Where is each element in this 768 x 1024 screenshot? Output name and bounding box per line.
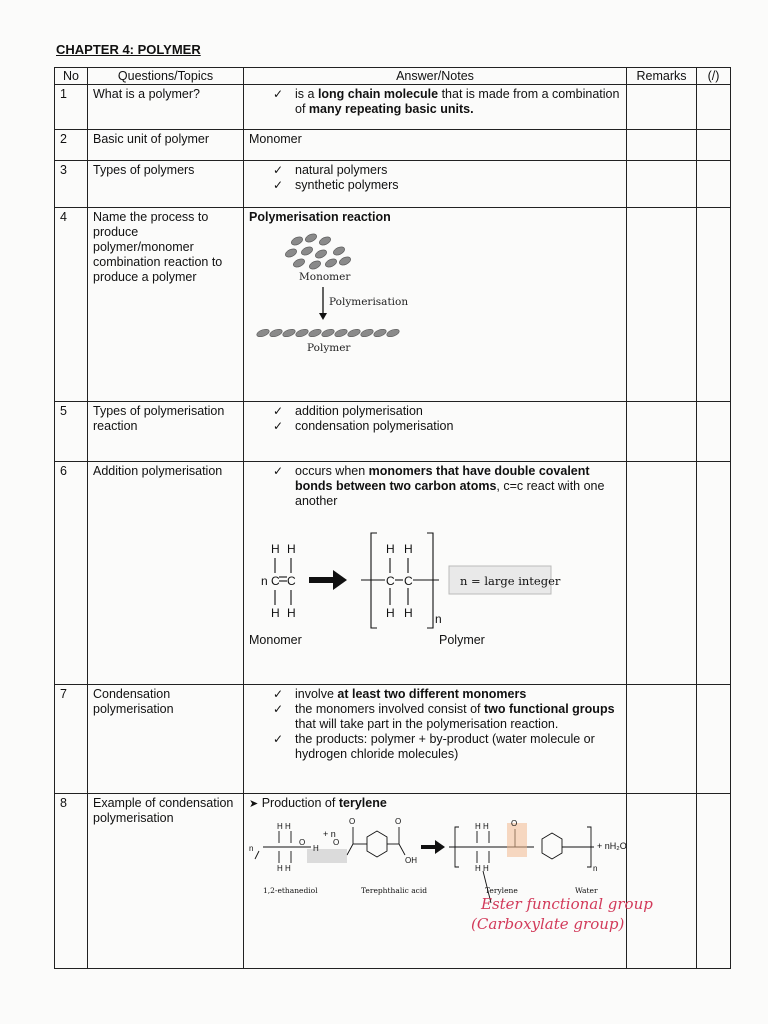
row-no: 5 xyxy=(55,402,88,462)
svg-text:H H: H H xyxy=(475,822,489,831)
table-row xyxy=(55,208,731,402)
header-answer: Answer/Notes xyxy=(244,68,627,85)
svg-text:H: H xyxy=(287,606,296,620)
svg-text:C: C xyxy=(404,574,413,588)
row-remarks[interactable] xyxy=(627,462,697,685)
svg-text:H: H xyxy=(404,606,413,620)
terylene-heading: ➤ Production of terylene xyxy=(249,796,387,810)
row-tick[interactable] xyxy=(697,208,731,402)
row-tick[interactable] xyxy=(697,685,731,794)
diagram-arrow-label: Polymerisation xyxy=(329,296,409,308)
label-terephthalic-acid: Terephthalic acid xyxy=(361,886,428,895)
row-remarks[interactable] xyxy=(627,85,697,130)
svg-text:H: H xyxy=(313,844,319,853)
row-remarks[interactable] xyxy=(627,130,697,161)
svg-text:+ n: + n xyxy=(323,829,336,839)
row-tick[interactable] xyxy=(697,402,731,462)
svg-text:H: H xyxy=(404,542,413,556)
addition-polymer-diagram xyxy=(249,513,569,648)
polymer-caption: Polymer xyxy=(439,633,485,647)
row-question: Types of polymers xyxy=(88,161,244,208)
row-answer xyxy=(244,161,627,208)
large-integer-label: n = large integer xyxy=(460,574,561,588)
label-water: Water xyxy=(575,886,598,895)
handwritten-note: Ester functional group xyxy=(481,895,653,913)
label-ethanediol: 1,2-ethanediol xyxy=(263,886,318,895)
row-question: Types of polymerisation reaction xyxy=(88,402,244,462)
svg-text:OH: OH xyxy=(405,856,417,865)
header-tick: (/) xyxy=(697,68,731,85)
svg-text:C: C xyxy=(386,574,395,588)
row-answer: Monomer xyxy=(244,130,627,161)
row-no: 1 xyxy=(55,85,88,130)
label-terylene: Terylene xyxy=(485,886,518,895)
row-no: 6 xyxy=(55,462,88,685)
row-answer xyxy=(244,794,653,969)
svg-text:H: H xyxy=(386,542,395,556)
reaction-arrow-icon xyxy=(421,840,445,854)
reaction-arrow-icon xyxy=(309,570,347,590)
check-item: ✓ occurs when monomers that have double covalent bonds between two carbon atoms, c=c react with one another xyxy=(273,464,621,509)
row-remarks[interactable] xyxy=(627,208,697,402)
table-row xyxy=(55,685,731,794)
row-question: Basic unit of polymer xyxy=(88,130,244,161)
table-header-row xyxy=(55,68,731,85)
table-row xyxy=(55,794,731,969)
svg-text:n: n xyxy=(593,864,598,873)
row-answer xyxy=(244,685,627,794)
row-tick[interactable] xyxy=(697,130,731,161)
check-item: ✓ involve at least two different monomers xyxy=(273,687,621,702)
check-item: ✓ is a long chain molecule that is made from a combination of many repeating basic units. xyxy=(273,87,621,117)
row-answer xyxy=(244,462,627,685)
row-tick[interactable] xyxy=(697,794,731,969)
svg-text:O: O xyxy=(395,817,402,826)
row-no: 8 xyxy=(55,794,88,969)
row-tick[interactable] xyxy=(697,161,731,208)
row-no: 7 xyxy=(55,685,88,794)
header-remarks: Remarks xyxy=(627,68,697,85)
row-remarks[interactable] xyxy=(627,685,697,794)
row-remarks[interactable] xyxy=(627,161,697,208)
svg-text:O: O xyxy=(349,817,356,826)
row-no: 3 xyxy=(55,161,88,208)
svg-text:H: H xyxy=(271,606,280,620)
row-question: Name the process to produce polymer/monomer combination reaction to produce a polymer xyxy=(88,208,244,402)
check-item: ✓ condensation polymerisation xyxy=(273,419,621,434)
row-answer xyxy=(244,208,627,402)
row-question: Example of condensation polymerisation xyxy=(88,794,244,969)
table-row xyxy=(55,85,731,130)
svg-text:H H: H H xyxy=(277,864,291,873)
row-question: Condensation polymerisation xyxy=(88,685,244,794)
svg-text:H H: H H xyxy=(277,822,291,831)
row-remarks[interactable] xyxy=(627,402,697,462)
table-row xyxy=(55,161,731,208)
svg-text:H: H xyxy=(386,606,395,620)
row-tick[interactable] xyxy=(697,85,731,130)
svg-text:O: O xyxy=(511,819,518,828)
row-question: Addition polymerisation xyxy=(88,462,244,685)
row-no: 2 xyxy=(55,130,88,161)
row-question: What is a polymer? xyxy=(88,85,244,130)
check-item: ✓ the products: polymer + by-product (water molecule or hydrogen chloride molecules) xyxy=(273,732,621,762)
polymerisation-diagram xyxy=(249,229,449,357)
notes-table xyxy=(54,67,731,969)
check-item: ✓ addition polymerisation xyxy=(273,404,621,419)
svg-text:H: H xyxy=(271,542,280,556)
header-question: Questions/Topics xyxy=(88,68,244,85)
header-no: No xyxy=(55,68,88,85)
svg-text:C: C xyxy=(271,574,280,588)
svg-text:+ nH₂O: + nH₂O xyxy=(597,841,627,851)
row-answer xyxy=(244,85,627,130)
monomer-caption: Monomer xyxy=(249,633,302,647)
row-remarks[interactable] xyxy=(627,794,697,969)
table-row xyxy=(55,462,731,685)
table-row xyxy=(55,402,731,462)
svg-text:C: C xyxy=(287,574,296,588)
handwritten-note: (Carboxylate group) xyxy=(471,915,625,933)
table-row xyxy=(55,130,731,161)
svg-text:n: n xyxy=(435,612,442,626)
check-item: ✓ the monomers involved consist of two functional groups that will take part in the polymerisation reaction. xyxy=(273,702,621,732)
answer-bold: Polymerisation reaction xyxy=(249,210,391,224)
row-tick[interactable] xyxy=(697,462,731,685)
ester-group-highlight xyxy=(507,823,527,857)
svg-text:O: O xyxy=(333,838,340,847)
page-title: CHAPTER 4: POLYMER xyxy=(56,42,201,57)
row-no: 4 xyxy=(55,208,88,402)
svg-text:H H: H H xyxy=(475,864,489,873)
svg-text:n: n xyxy=(261,574,268,588)
svg-text:O: O xyxy=(299,838,306,847)
row-answer xyxy=(244,402,627,462)
check-item: ✓ natural polymers xyxy=(273,163,621,178)
svg-text:H: H xyxy=(287,542,296,556)
svg-text:n: n xyxy=(249,844,254,853)
diagram-monomer-label: Monomer xyxy=(299,271,351,283)
diagram-polymer-label: Polymer xyxy=(307,342,351,354)
check-item: ✓ synthetic polymers xyxy=(273,178,621,193)
